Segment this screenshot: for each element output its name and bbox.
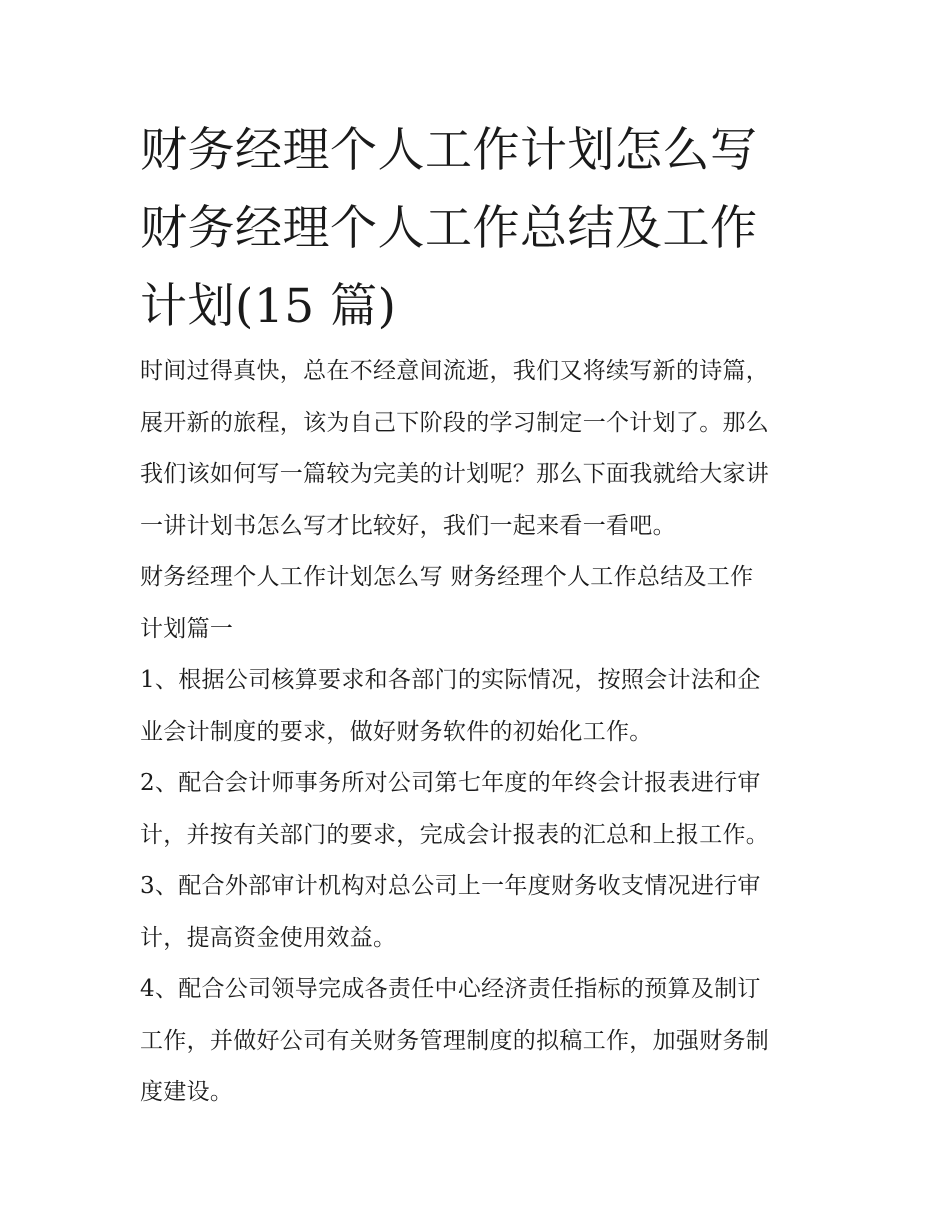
list-item xyxy=(140,655,820,758)
intro-line-3: 我们该如何写一篇较为完美的计划呢？那么下面我就给大家讲 xyxy=(140,461,770,487)
item1-line-1: 1、根据公司核算要求和各部门的实际情况，按照会计法和企 xyxy=(140,667,761,693)
title-line-3: 计划(15 篇) xyxy=(140,279,397,334)
list-item xyxy=(140,964,820,1119)
item2-line-1: 2、配合会计师事务所对公司第七年度的年终会计报表进行审 xyxy=(140,770,761,796)
title-line-2: 财务经理个人工作总结及工作 xyxy=(140,201,758,256)
list-item xyxy=(140,861,820,964)
document-title xyxy=(140,112,820,346)
title-line-1: 财务经理个人工作计划怎么写 xyxy=(140,123,758,178)
list-item xyxy=(140,758,820,861)
item4-line-3: 度建设。 xyxy=(140,1079,234,1105)
intro-line-1: 时间过得真快，总在不经意间流逝，我们又将续写新的诗篇， xyxy=(140,358,770,384)
section-line-2: 计划篇一 xyxy=(140,615,234,642)
item3-line-1: 3、配合外部审计机构对总公司上一年度财务收支情况进行审 xyxy=(140,873,761,899)
intro-line-2: 展开新的旅程，该为自己下阶段的学习制定一个计划了。那么 xyxy=(140,409,770,436)
item3-line-2: 计，提高资金使用效益。 xyxy=(140,924,397,951)
item4-line-2: 工作，并做好公司有关财务管理制度的拟稿工作，加强财务制 xyxy=(140,1027,770,1054)
item1-line-2: 业会计制度的要求，做好财务软件的初始化工作。 xyxy=(140,718,653,745)
intro-line-4: 一讲计划书怎么写才比较好，我们一起来看一看吧。 xyxy=(140,512,676,539)
item4-line-1: 4、配合公司领导完成各责任中心经济责任指标的预算及制订 xyxy=(140,976,761,1002)
document-page xyxy=(140,112,820,1119)
section-line-1: 财务经理个人工作计划怎么写 财务经理个人工作总结及工作 xyxy=(140,564,754,590)
item2-line-2: 计，并按有关部门的要求，完成会计报表的汇总和上报工作。 xyxy=(140,821,770,848)
section-heading xyxy=(140,552,820,655)
intro-paragraph xyxy=(140,346,820,552)
